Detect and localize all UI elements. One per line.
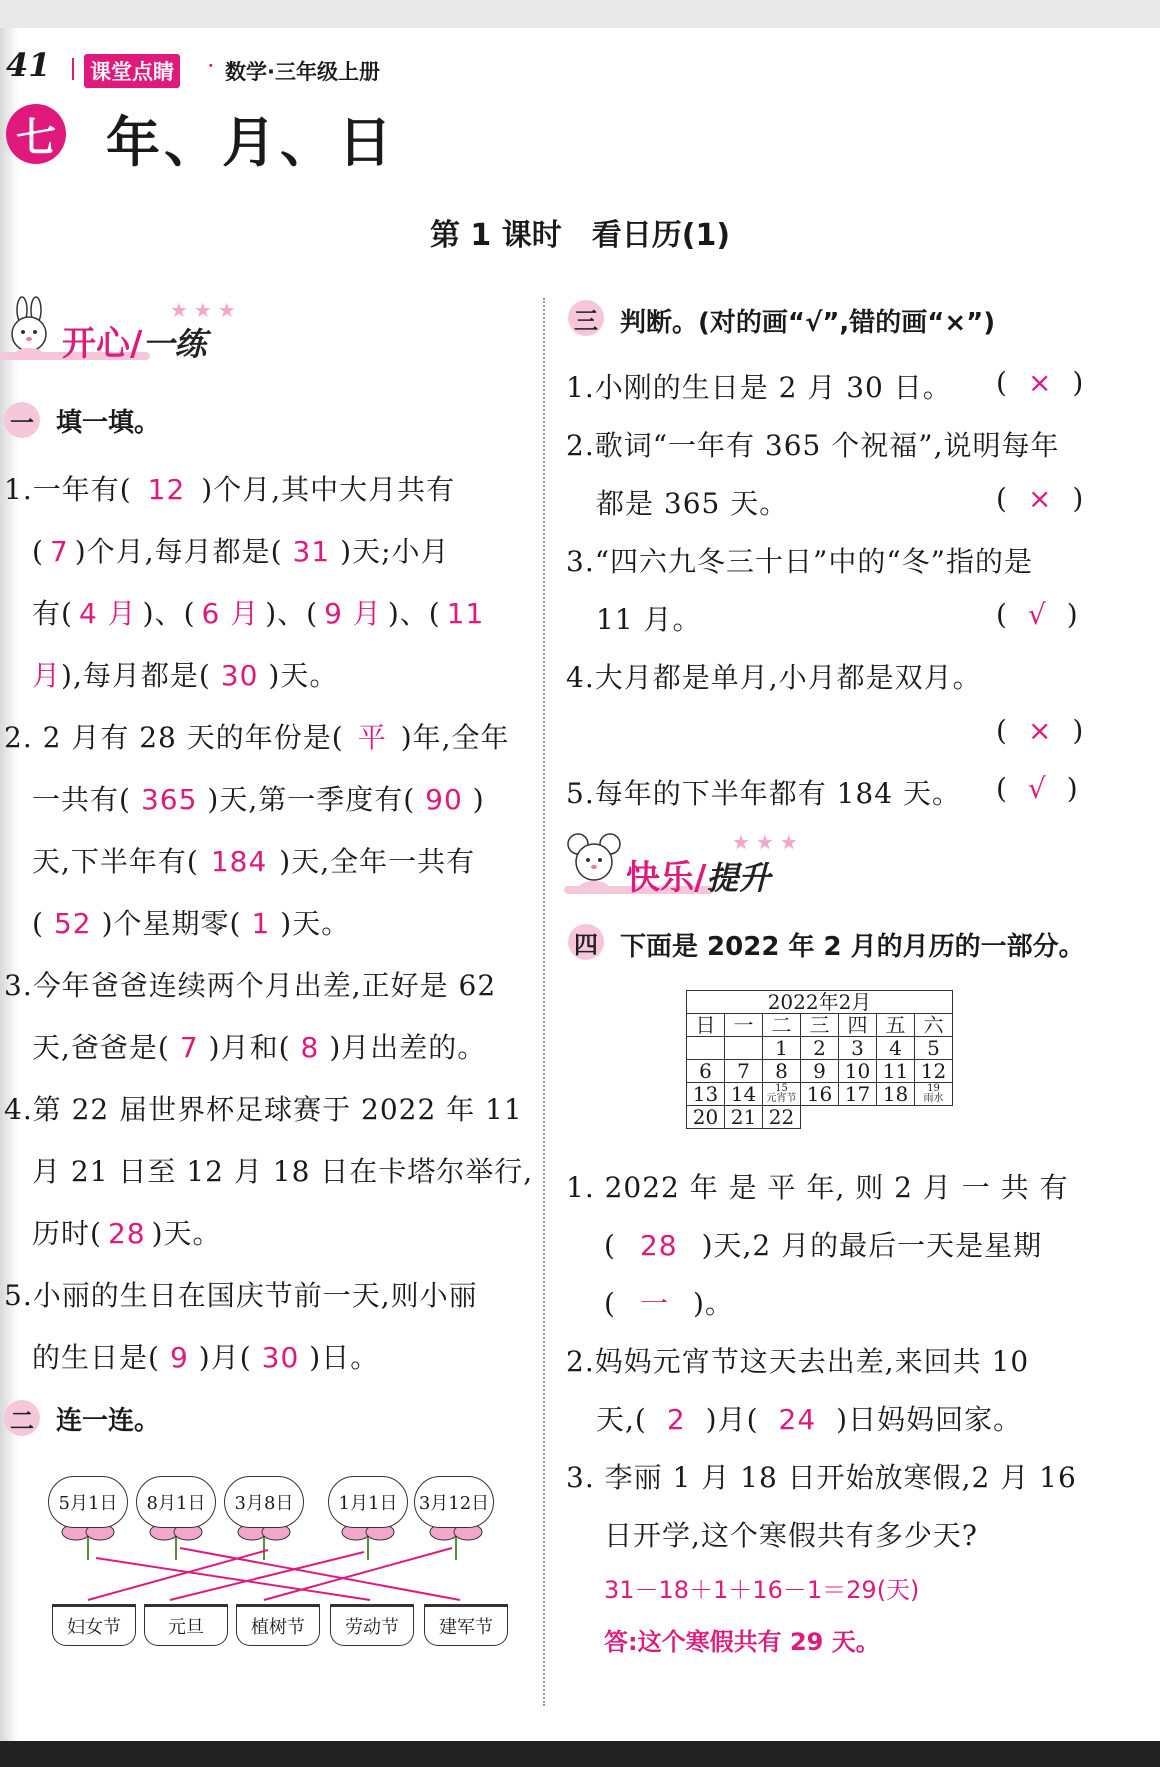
brand-badge: 课堂点睛	[84, 54, 180, 88]
q2-line4: ( 52 )个星期零( 1 )天。	[32, 907, 351, 940]
festival-pot: 建军节	[424, 1604, 508, 1646]
day-cell: 12	[915, 1060, 953, 1083]
header-dot: ·	[207, 52, 215, 80]
q3-line1: 3.今年爸爸连续两个月出差,正好是 62	[4, 969, 497, 1002]
header-separator	[72, 58, 74, 80]
answer: 12	[147, 473, 186, 506]
section-title: 判断。(对的画“√”,错的画“×”)	[620, 308, 996, 338]
p3-line1: 3. 李丽 1 月 18 日开始放寒假,2 月 16	[566, 1461, 1077, 1494]
kuaile-banner: 快乐/提升	[626, 858, 771, 898]
festival-pot: 元旦	[144, 1604, 228, 1646]
answer: 28	[107, 1217, 146, 1250]
banner-part1: 快乐	[626, 858, 694, 898]
banner-part1: 开心	[62, 324, 130, 364]
date-cloud: 5月1日	[48, 1476, 128, 1528]
section-number: 四	[568, 924, 604, 960]
p3-line2: 日开学,这个寒假共有多少天?	[604, 1519, 978, 1552]
festival-pot: 劳动节	[330, 1604, 414, 1646]
banner-part2: 提升	[706, 859, 771, 897]
day-cell: 18	[877, 1083, 915, 1106]
weekday: 五	[877, 1014, 915, 1037]
section-title: 连一连。	[56, 1406, 161, 1436]
judge-5-answer: ( √ )	[996, 772, 1079, 805]
day-cell: 2	[801, 1037, 839, 1060]
page-shade	[0, 28, 18, 1741]
section-number: 一	[4, 402, 40, 438]
q5-line1: 5.小丽的生日在国庆节前一天,则小丽	[4, 1279, 478, 1312]
chapter-title: 年、月、日	[106, 111, 396, 174]
calendar	[686, 990, 953, 1129]
stars: ★★★	[732, 830, 804, 854]
q2-line2: 一共有( 365 )天,第一季度有( 90 )	[32, 783, 485, 816]
date-cloud: 1月1日	[328, 1476, 408, 1528]
answer: 2	[666, 1403, 686, 1436]
q2-line3: 天,下半年有( 184 )天,全年一共有	[32, 845, 476, 878]
date-cloud: 3月12日	[414, 1476, 494, 1528]
day-cell: 14	[725, 1083, 763, 1106]
q1-line4: 月),每月都是( 30 )天。	[32, 659, 339, 692]
column-separator	[543, 298, 545, 1706]
day-cell: 20	[687, 1106, 725, 1129]
judge-4-answer: ( × )	[996, 714, 1085, 747]
answer: 9 月	[324, 597, 382, 630]
day-cell: 6	[687, 1060, 725, 1083]
answer: 24	[778, 1403, 817, 1436]
judge-3: 3.“四六九冬三十日”中的“冬”指的是	[566, 545, 1033, 578]
weekday: 三	[801, 1014, 839, 1037]
judge-3-line2: 11 月。	[596, 603, 702, 636]
banner-part2: 一练	[142, 325, 207, 363]
festival-pot: 妇女节	[52, 1604, 136, 1646]
p1-line1: 1. 2022 年 是 平 年, 则 2 月 一 共 有	[566, 1171, 1069, 1204]
lesson-title: 第 1 课时 看日历(1)	[429, 218, 731, 253]
judge-1: 1.小刚的生日是 2 月 30 日。	[566, 371, 952, 404]
day-cell: 16	[801, 1083, 839, 1106]
day-cell: 5	[915, 1037, 953, 1060]
day-cell: 3	[839, 1037, 877, 1060]
p3-answer: 答:这个寒假共有 29 天。	[604, 1628, 880, 1656]
answer: 90	[425, 783, 463, 816]
judge-5: 5.每年的下半年都有 184 天。	[566, 777, 961, 810]
section-number: 二	[4, 1400, 40, 1436]
answer: 52	[53, 907, 92, 940]
weekday: 四	[839, 1014, 877, 1037]
answer: 365	[140, 783, 198, 816]
day-cell: 1	[763, 1037, 801, 1060]
day-cell-rain: 19 雨水	[915, 1083, 953, 1106]
answer: 28	[639, 1229, 678, 1262]
day-cell: 10	[839, 1060, 877, 1083]
festival-pot: 植树节	[236, 1604, 320, 1646]
answer: 月	[32, 659, 62, 692]
judge-2: 2.歌词“一年有 365 个祝福”,说明每年	[566, 429, 1060, 462]
section-number: 三	[568, 300, 604, 336]
q4-line3: 历时( 28 )天。	[32, 1217, 222, 1250]
p3-calculation: 31－18＋1＋16－1＝29(天)	[604, 1576, 920, 1604]
p1-line3: ( 一 )。	[604, 1287, 734, 1320]
kaixin-banner: 开心/一练	[62, 324, 207, 364]
judge-3-answer: ( √ )	[996, 598, 1079, 631]
answer: 30	[261, 1341, 300, 1374]
day-cell: 21	[725, 1106, 763, 1129]
answer: 30	[220, 659, 259, 692]
q2-line1: 2. 2 月有 28 天的年份是( 平 )年,全年	[4, 721, 510, 754]
answer: 31	[292, 535, 331, 568]
q1-line1: 1.一年有( 12 )个月,其中大月共有	[4, 473, 456, 506]
answer: 8	[300, 1031, 320, 1064]
top-bar	[0, 0, 1160, 28]
section-title: 下面是 2022 年 2 月的月历的一部分。	[620, 932, 1085, 962]
q1-line3: 有( 4 月 )、( 6 月 )、( 9 月 )、( 11	[32, 592, 490, 632]
judge-2-answer: ( × )	[996, 482, 1085, 515]
day-cell: 9	[801, 1060, 839, 1083]
p1-line2: ( 28 )天,2 月的最后一天是星期	[604, 1229, 1043, 1262]
answer: 7	[179, 1031, 199, 1064]
q4-line1: 4.第 22 届世界杯足球赛于 2022 年 11	[4, 1093, 523, 1126]
day-cell: 13	[687, 1083, 725, 1106]
section-title: 填一填。	[56, 408, 161, 438]
day-cell: 4	[877, 1037, 915, 1060]
answer: 7	[49, 535, 69, 568]
page-number: 41	[6, 46, 51, 84]
weekday: 日	[687, 1014, 725, 1037]
judge-1-answer: ( × )	[996, 366, 1085, 399]
chapter-number: 七	[6, 104, 66, 164]
day-cell-lantern: 15 元宵节	[763, 1083, 801, 1106]
answer: 1	[251, 907, 271, 940]
answer: 4 月	[78, 597, 137, 630]
day-cell: 11	[877, 1060, 915, 1083]
answer: 184	[210, 845, 268, 878]
day-cell: 17	[839, 1083, 877, 1106]
judge-4: 4.大月都是单月,小月都是双月。	[566, 661, 982, 694]
p2-line1: 2.妈妈元宵节这天去出差,来回共 10	[566, 1345, 1030, 1378]
book-title: 数学·三年级上册	[225, 60, 380, 84]
date-cloud: 3月8日	[224, 1476, 304, 1528]
weekday: 六	[915, 1014, 953, 1037]
weekday: 一	[725, 1014, 763, 1037]
day-cell: 22	[763, 1106, 801, 1129]
q3-line2: 天,爸爸是( 7 )月和( 8 )月出差的。	[32, 1031, 487, 1064]
day-cell: 7	[725, 1060, 763, 1083]
answer: 一	[639, 1287, 669, 1320]
q4-line2: 月 21 日至 12 月 18 日在卡塔尔举行,	[32, 1155, 534, 1188]
judge-2-line2: 都是 365 天。	[596, 487, 789, 520]
answer: 6 月	[201, 597, 260, 630]
answer: 11	[446, 597, 485, 630]
p2-line2: 天,( 2 )月( 24 )日妈妈回家。	[596, 1403, 1023, 1436]
weekday: 二	[763, 1014, 801, 1037]
q5-line2: 的生日是( 9 )月( 30 )日。	[32, 1341, 380, 1374]
answer: 9	[169, 1341, 189, 1374]
date-cloud: 8月1日	[136, 1476, 216, 1528]
q1-line2: ( 7 )个月,每月都是( 31 )天;小月	[32, 535, 450, 568]
bottom-bar	[0, 1741, 1160, 1767]
calendar-title: 2022年2月	[687, 991, 953, 1014]
day-cell: 8	[763, 1060, 801, 1083]
stars: ★★★	[170, 298, 242, 322]
answer: 平	[357, 721, 387, 754]
